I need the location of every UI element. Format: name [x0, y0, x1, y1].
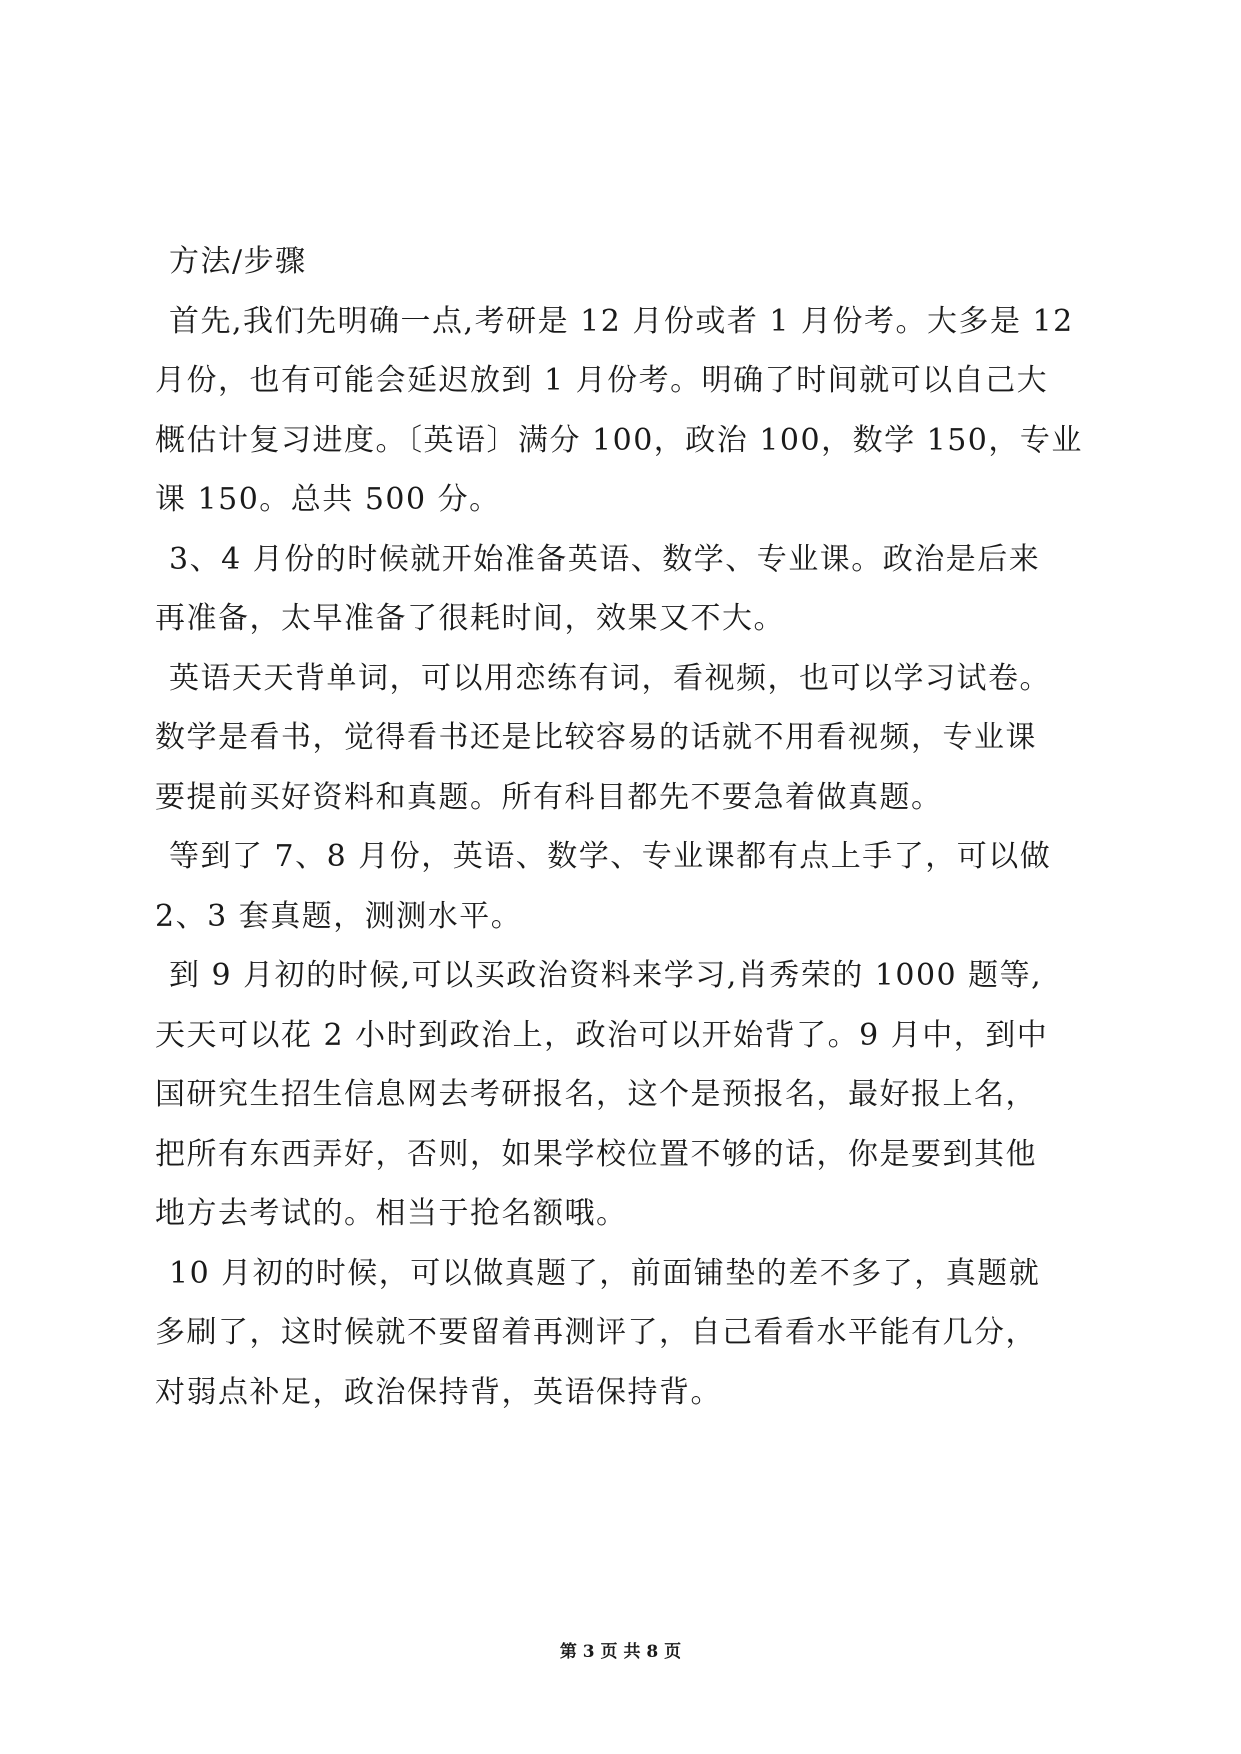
paragraph-line: 把所有东西弄好，否则，如果学校位置不够的话，你是要到其他: [155, 1137, 1037, 1172]
paragraph-line: 要提前买好资料和真题。所有科目都先不要急着做真题。: [155, 780, 943, 815]
paragraph-line: 多刷了，这时候就不要留着再测评了，自己看看水平能有几分，: [155, 1315, 1037, 1350]
paragraph-line: 3、4 月份的时候就开始准备英语、数学、专业课。政治是后来: [169, 542, 1041, 577]
paragraph-line: 2、3 套真题，测测水平。: [155, 899, 523, 934]
paragraph-line: 10 月初的时候，可以做真题了，前面铺垫的差不多了，真题就: [169, 1256, 1041, 1291]
paragraph-line: 概估计复习进度。〔英语〕满分 100，政治 100，数学 150，专业: [155, 423, 1083, 458]
paragraph-line: 月份，也有可能会延迟放到 1 月份考。明确了时间就可以自己大: [155, 363, 1049, 398]
paragraph-line: 英语天天背单词，可以用恋练有词，看视频，也可以学习试卷。: [169, 661, 1051, 696]
paragraph-line: 等到了 7、8 月份，英语、数学、专业课都有点上手了，可以做: [169, 839, 1052, 874]
section-heading: 方法/步骤: [169, 244, 307, 279]
paragraph-line: 再准备，太早准备了很耗时间，效果又不大。: [155, 601, 785, 636]
page-number-footer: 第 3 页 共 8 页: [559, 1642, 682, 1662]
paragraph-line: 到 9 月初的时候,可以买政治资料来学习,肖秀荣的 1000 题等,: [169, 958, 1043, 993]
paragraph-line: 天天可以花 2 小时到政治上，政治可以开始背了。9 月中，到中: [155, 1018, 1049, 1053]
paragraph-line: 数学是看书，觉得看书还是比较容易的话就不用看视频，专业课: [155, 720, 1037, 755]
paragraph-line: 国研究生招生信息网去考研报名，这个是预报名，最好报上名，: [155, 1077, 1037, 1112]
paragraph-line: 首先,我们先明确一点,考研是 12 月份或者 1 月份考。大多是 12: [169, 304, 1074, 339]
paragraph-line: 地方去考试的。相当于抢名额哦。: [155, 1196, 628, 1231]
paragraph-line: 对弱点补足，政治保持背，英语保持背。: [155, 1375, 722, 1410]
paragraph-line: 课 150。总共 500 分。: [155, 482, 501, 517]
